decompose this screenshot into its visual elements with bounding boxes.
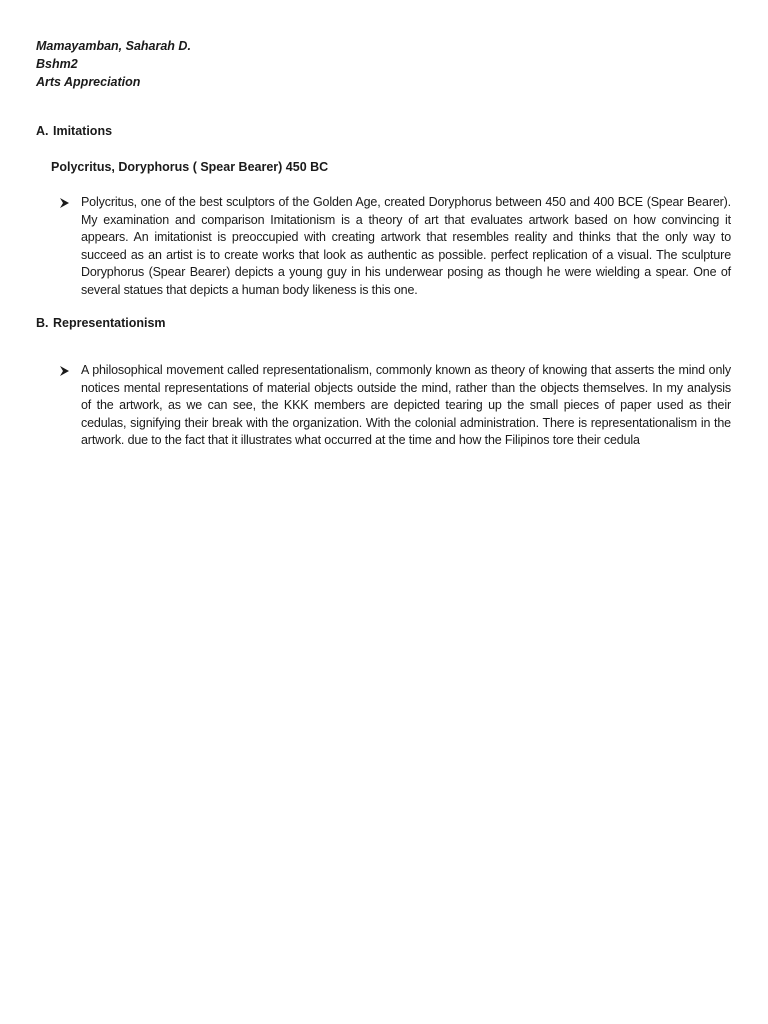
section-b-letter: B. — [36, 316, 49, 330]
section-b-bullet — [59, 362, 731, 470]
student-name: Mamayamban, Saharah D. — [36, 39, 191, 53]
course-code: Bshm2 — [36, 57, 78, 71]
section-a-heading — [36, 124, 112, 138]
section-a-letter: A. — [36, 124, 49, 138]
section-a-body: Polycritus, one of the best sculptors of the Golden Age, created Doryphorus between 450 and 400 BCE (Spear Bearer). My examination and comparison Imitationism is a theory of art that evaluates artwork based on how convincing it appears. An imitationist is preoccupied with creating artwork that resembles reality and thinks that the only way to succeed as an artist is to create works that look as authentic as possible. perfect replication of a visual. The sculpture Doryphorus (Spear Bearer) depicts a young guy in his underwear posing as though he were wielding a spear. One of several statues that depicts a human body likeness is this one. — [81, 195, 731, 297]
author-header — [36, 37, 191, 91]
section-b-title: Representationism — [53, 316, 166, 330]
section-a-bullet — [59, 194, 731, 302]
arrowhead-bullet-icon — [59, 194, 71, 212]
subject-name: Arts Appreciation — [36, 75, 141, 89]
section-b-heading — [36, 316, 166, 330]
arrowhead-bullet-icon — [59, 362, 71, 380]
section-a-subheading: Polycritus, Doryphorus ( Spear Bearer) 450 BC — [51, 160, 329, 174]
section-a-title: Imitations — [53, 124, 113, 138]
section-b-body: A philosophical movement called representationalism, commonly known as theory of knowing that asserts the mind only notices mental representations of material objects outside the mind, rather than the objects themselves. In my analysis of the artwork, as we can see, the KKK members are depicted tearing up the small pieces of paper used as their cedulas, signifying their break with the organization. With the colonial administration. There is representationalism in the artwork. due to the fact that it illustrates what occurred at the time and how the Filipinos tore their cedula — [81, 363, 731, 448]
